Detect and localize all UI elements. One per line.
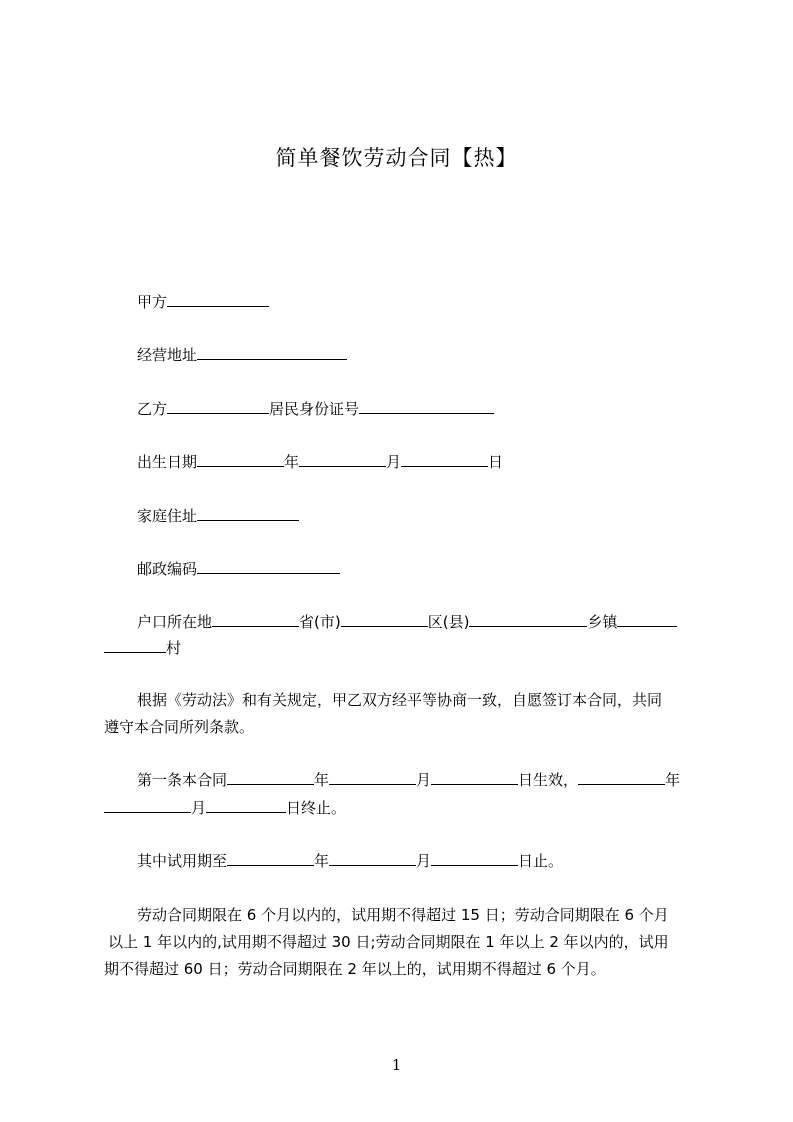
year-label: 年 <box>284 453 300 471</box>
district-blank[interactable] <box>341 611 428 627</box>
probation-end-label: 日止。 <box>518 852 564 870</box>
birth-year-blank[interactable] <box>197 451 284 467</box>
postal-code-blank[interactable] <box>197 558 340 574</box>
start-day-blank[interactable] <box>431 769 518 785</box>
probation-line <box>104 849 733 873</box>
party-b-line <box>104 397 733 421</box>
party-a-blank[interactable] <box>167 291 269 307</box>
business-address-blank[interactable] <box>197 344 347 360</box>
intro-paragraph-line-2: 遵守本合同所列条款。 <box>104 718 255 736</box>
id-number-blank[interactable] <box>359 398 494 414</box>
hukou-line <box>104 610 733 634</box>
article-1-line-2 <box>104 796 700 820</box>
home-address-line <box>104 504 733 528</box>
home-address-label: 家庭住址 <box>137 507 198 525</box>
village-blank-2[interactable] <box>104 637 166 653</box>
end-day-blank[interactable] <box>206 797 286 813</box>
document-title: 简单餐饮劳动合同【热】 <box>275 146 518 170</box>
id-number-label: 居民身份证号 <box>269 400 360 418</box>
probation-month-blank[interactable] <box>329 850 416 866</box>
start-month-label: 月 <box>416 771 432 789</box>
township-blank[interactable] <box>469 611 587 627</box>
home-address-blank[interactable] <box>197 505 299 521</box>
probation-label: 其中试用期至 <box>137 852 228 870</box>
probation-day-blank[interactable] <box>431 850 518 866</box>
business-address-line <box>104 343 733 367</box>
postal-code-label: 邮政编码 <box>137 560 198 578</box>
start-year-label: 年 <box>314 771 330 789</box>
party-b-label: 乙方 <box>137 400 168 418</box>
term-paragraph-line-2: 以上 1 年以内的,试用期不得超过 30 日;劳动合同期限在 1 年以上 2 年以内的，试用 <box>108 933 669 951</box>
township-label: 乡镇 <box>587 613 618 631</box>
birth-date-line <box>104 450 733 474</box>
page-number: 1 <box>391 1056 402 1074</box>
end-month-blank[interactable] <box>104 797 191 813</box>
probation-year-label: 年 <box>314 852 330 870</box>
business-address-label: 经营地址 <box>137 346 198 364</box>
village-blank-1[interactable] <box>617 611 677 627</box>
start-year-blank[interactable] <box>227 769 314 785</box>
terminate-label: 日终止。 <box>286 799 347 817</box>
start-month-blank[interactable] <box>329 769 416 785</box>
article-1-line-1 <box>104 768 733 792</box>
end-year-blank[interactable] <box>578 769 665 785</box>
end-year-label: 年 <box>665 771 681 789</box>
postal-code-line <box>104 557 733 581</box>
district-label: 区(县) <box>427 613 470 631</box>
party-a-label: 甲方 <box>137 293 168 311</box>
province-label: 省(市) <box>299 613 341 631</box>
probation-year-blank[interactable] <box>227 850 314 866</box>
birth-day-blank[interactable] <box>401 451 488 467</box>
birth-month-blank[interactable] <box>299 451 386 467</box>
term-paragraph-line-1: 劳动合同期限在 6 个月以内的，试用期不得超过 15 日；劳动合同期限在 6 个月 <box>137 906 669 924</box>
province-blank[interactable] <box>212 611 299 627</box>
intro-paragraph-line-1: 根据《劳动法》和有关规定，甲乙双方经平等协商一致，自愿签订本合同，共同 <box>137 691 663 709</box>
effective-label: 日生效， <box>518 771 579 789</box>
birth-date-label: 出生日期 <box>137 453 198 471</box>
article-1-label: 第一条本合同 <box>137 771 228 789</box>
end-month-label: 月 <box>191 799 207 817</box>
party-b-blank[interactable] <box>167 398 269 414</box>
hukou-label: 户口所在地 <box>137 613 213 631</box>
month-label: 月 <box>386 453 402 471</box>
probation-month-label: 月 <box>416 852 432 870</box>
village-label: 村 <box>166 639 182 657</box>
party-a-line <box>104 290 733 314</box>
term-paragraph-line-3: 期不得超过 60 日；劳动合同期限在 2 年以上的，试用期不得超过 6 个月。 <box>104 960 606 978</box>
day-label: 日 <box>488 453 504 471</box>
hukou-line-2 <box>104 636 700 660</box>
